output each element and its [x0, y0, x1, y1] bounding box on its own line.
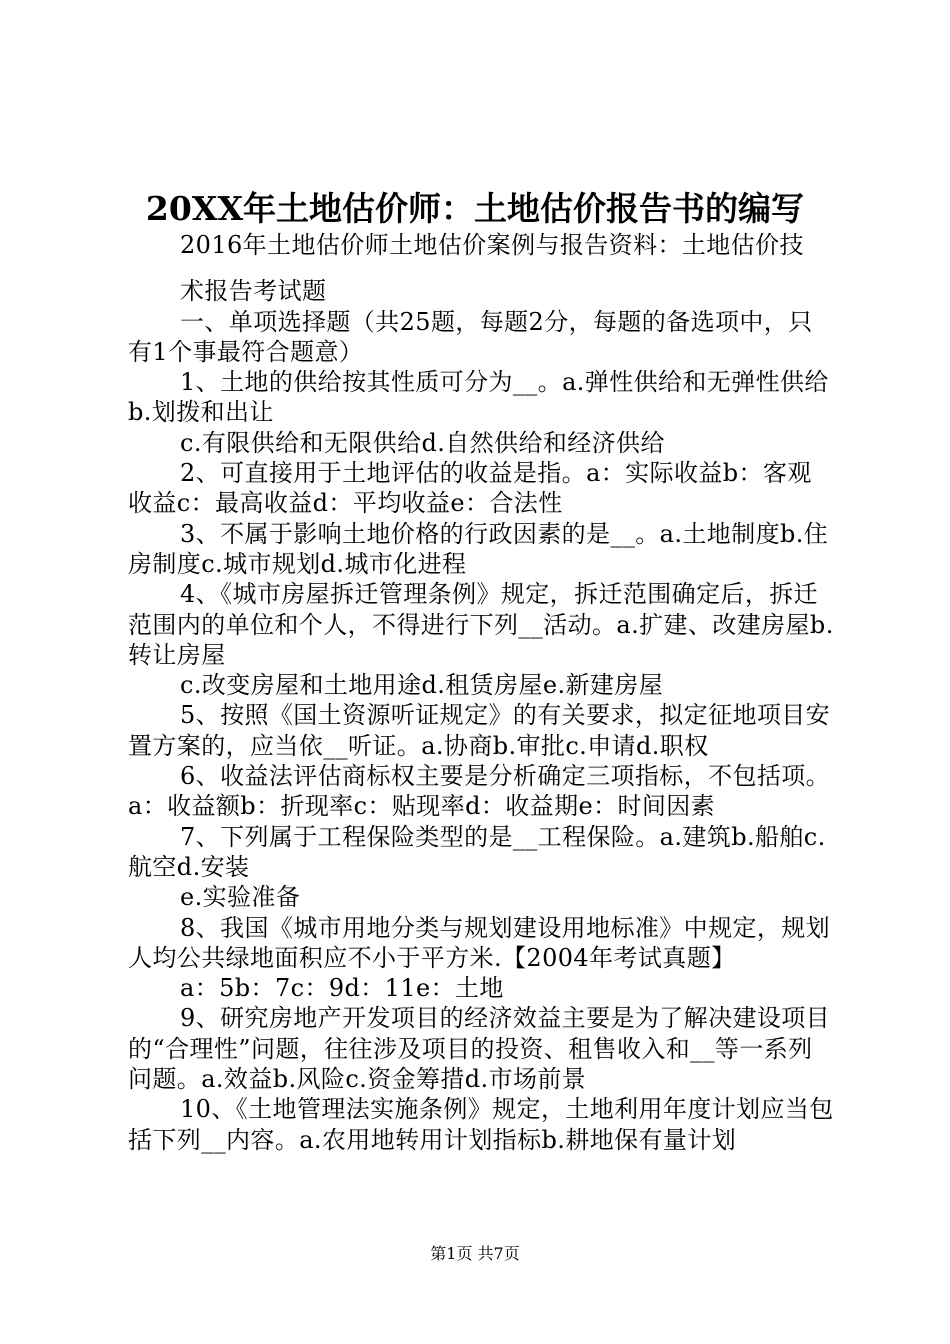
question-item: c.改变房屋和土地用途d.租赁房屋e.新建房屋 — [180, 671, 664, 700]
question-item: 1、土地的供给按其性质可分为__。a.弹性供给和无弹性供给b.划拨和出让 — [128, 368, 829, 427]
document-title: 20XX年土地估价师：土地估价报告书的编写 — [145, 189, 805, 228]
question-item: 4、《城市房屋拆迁管理条例》规定，拆迁范围确定后，拆迁范围内的单位和个人，不得进行下列__活动。a.扩建、改建房屋b.转让房屋 — [128, 580, 834, 669]
paragraph: 术报告考试题 — [180, 277, 327, 306]
question-item: 8、我国《城市用地分类与规划建设用地标准》中规定，规划人均公共绿地面积应不小于平方米.【2004年考试真题】 — [128, 913, 831, 972]
question-item: c.有限供给和无限供给d.自然供给和经济供给 — [180, 428, 665, 457]
question-item: e.实验准备 — [180, 883, 301, 912]
paragraph: 2016年土地估价师土地估价案例与报告资料：土地估价技 — [180, 231, 804, 259]
question-item: 7、下列属于工程保险类型的是__工程保险。a.建筑b.船舶c.航空d.安装 — [128, 822, 826, 881]
question-item: 6、收益法评估商标权主要是分析确定三项指标，不包括项。a：收益额b：折现率c：贴现率d：收益期e：时间因素 — [128, 762, 831, 821]
question-item: 3、不属于影响土地价格的行政因素的是__。a.土地制度b.住房制度c.城市规划d.城市化进程 — [128, 519, 829, 578]
paragraph: 一、单项选择题（共25题，每题2分，每题的备选项中，只有1个事最符合题意） — [128, 307, 813, 366]
question-item: a：5b：7c：9d：11e：土地 — [180, 974, 504, 1003]
question-item: 9、研究房地产开发项目的经济效益主要是为了解决建设项目的“合理性”问题，往往涉及项目的投资、租售收入和__等一系列问题。a.效益b.风险c.资金筹措d.市场前景 — [128, 1004, 831, 1094]
page-footer: 第1页 共7页 — [430, 1244, 520, 1263]
document-body — [128, 230, 834, 1155]
question-item: 2、可直接用于土地评估的收益是指。a：实际收益b：客观收益c：最高收益d：平均收益e：合法性 — [128, 459, 812, 518]
question-item: 10、《土地管理法实施条例》规定，土地利用年度计划应当包括下列__内容。a.农用地转用计划指标b.耕地保有量计划 — [128, 1095, 834, 1154]
question-item: 5、按照《国土资源听证规定》的有关要求，拟定征地项目安置方案的，应当依__听证。a.协商b.审批c.申请d.职权 — [128, 701, 831, 760]
